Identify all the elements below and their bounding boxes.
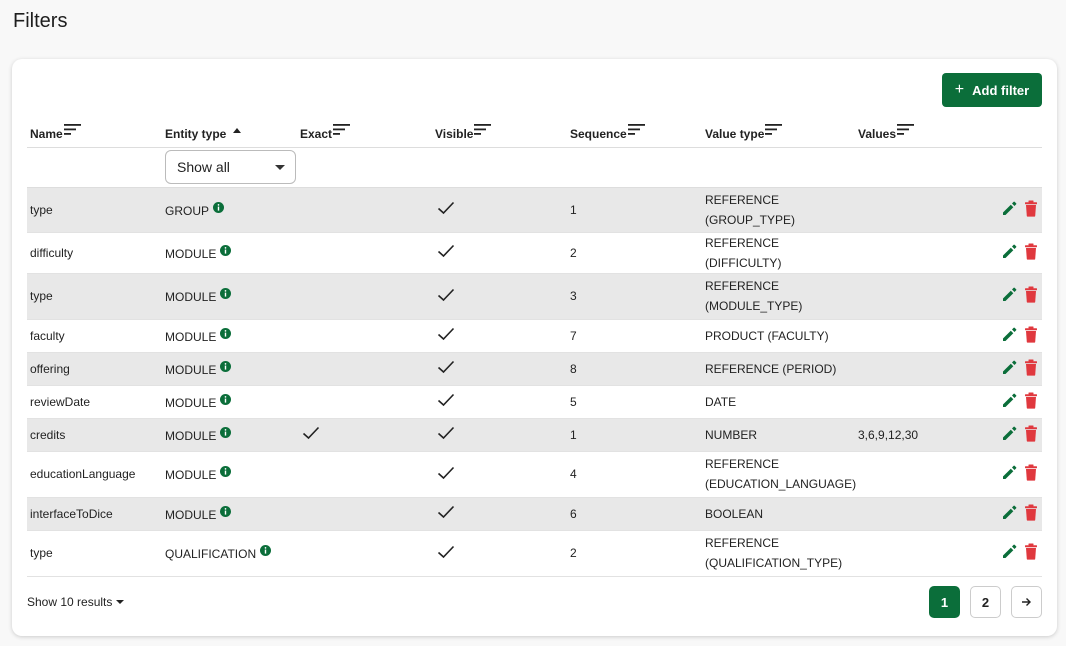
- filter-entity: MODULE: [162, 352, 297, 385]
- filter-value-type: BOOLEAN: [702, 497, 855, 530]
- filter-entity: MODULE: [162, 418, 297, 451]
- column-header-label: Values: [858, 126, 897, 141]
- filters-card: [12, 59, 1057, 636]
- filter-values: 3,6,9,12,30: [855, 418, 965, 451]
- filter-exact: [297, 319, 432, 352]
- filter-sequence: 5: [567, 385, 702, 418]
- check-icon: [435, 548, 455, 562]
- filter-visible: [432, 497, 567, 530]
- info-icon[interactable]: [213, 202, 224, 216]
- filter-values: [855, 352, 965, 385]
- info-icon[interactable]: [220, 245, 231, 259]
- filter-exact: [297, 530, 432, 576]
- delete-trash-icon[interactable]: [1024, 359, 1038, 379]
- pagination: [929, 586, 1042, 618]
- column-header[interactable]: [855, 114, 965, 147]
- column-header[interactable]: [567, 114, 702, 147]
- filter-exact: [297, 385, 432, 418]
- filter-visible: [432, 418, 567, 451]
- edit-pencil-icon[interactable]: [1001, 326, 1018, 346]
- edit-pencil-icon[interactable]: [1001, 286, 1018, 306]
- filter-values: [855, 232, 965, 273]
- caret-down-icon: [116, 600, 124, 604]
- row-actions: [965, 187, 1042, 232]
- info-icon[interactable]: [220, 506, 231, 520]
- plus-icon: +: [954, 81, 965, 98]
- delete-trash-icon[interactable]: [1024, 543, 1038, 563]
- row-actions: [965, 418, 1042, 451]
- filters-table: [27, 114, 1042, 577]
- filter-name: type: [27, 187, 162, 232]
- table-row: [27, 385, 1042, 418]
- sort-icon: [897, 124, 914, 138]
- delete-trash-icon[interactable]: [1024, 425, 1038, 445]
- filter-name: reviewDate: [27, 385, 162, 418]
- edit-pencil-icon[interactable]: [1001, 464, 1018, 484]
- row-actions: [965, 451, 1042, 497]
- check-icon: [435, 291, 455, 305]
- filter-entity: MODULE: [162, 319, 297, 352]
- filter-name: type: [27, 273, 162, 319]
- table-row: [27, 451, 1042, 497]
- filter-exact: [297, 187, 432, 232]
- filter-value-type: REFERENCE (PERIOD): [702, 352, 855, 385]
- entity-type-select-value: Show all: [177, 159, 230, 175]
- add-filter-button[interactable]: [942, 73, 1042, 107]
- filter-visible: [432, 319, 567, 352]
- row-actions: [965, 273, 1042, 319]
- filter-values: [855, 497, 965, 530]
- table-row: [27, 232, 1042, 273]
- filter-name: interfaceToDice: [27, 497, 162, 530]
- filter-values: [855, 273, 965, 319]
- filter-exact: [297, 497, 432, 530]
- filter-name: offering: [27, 352, 162, 385]
- page-button-2[interactable]: 2: [970, 586, 1001, 618]
- delete-trash-icon[interactable]: [1024, 504, 1038, 524]
- page-title: Filters: [13, 10, 68, 32]
- edit-pencil-icon[interactable]: [1001, 392, 1018, 412]
- column-header[interactable]: [27, 114, 162, 147]
- column-header-label: Visible: [435, 126, 474, 141]
- table-row: [27, 352, 1042, 385]
- filter-entity: MODULE: [162, 385, 297, 418]
- filter-visible: [432, 232, 567, 273]
- check-icon: [435, 429, 455, 443]
- filter-visible: [432, 352, 567, 385]
- row-actions: [965, 319, 1042, 352]
- column-header[interactable]: [162, 114, 297, 147]
- show-results-label: Show 10 results: [27, 595, 113, 609]
- filter-value-type: REFERENCE (EDUCATION_LANGUAGE): [702, 451, 855, 497]
- table-header: [27, 114, 1042, 147]
- table-row: [27, 319, 1042, 352]
- column-header-label: Name: [30, 126, 63, 141]
- edit-pencil-icon[interactable]: [1001, 243, 1018, 263]
- info-icon[interactable]: [220, 361, 231, 375]
- next-page-button[interactable]: [1011, 586, 1042, 618]
- filter-sequence: 4: [567, 451, 702, 497]
- row-actions: [965, 497, 1042, 530]
- check-icon: [435, 469, 455, 483]
- filter-value-type: REFERENCE (MODULE_TYPE): [702, 273, 855, 319]
- filter-entity: GROUP: [162, 187, 297, 232]
- filter-sequence: 6: [567, 497, 702, 530]
- filter-exact: [297, 418, 432, 451]
- info-icon[interactable]: [220, 427, 231, 441]
- info-icon[interactable]: [220, 288, 231, 302]
- check-icon: [435, 396, 455, 410]
- sort-icon: [333, 124, 350, 138]
- column-header-label: Value type: [705, 126, 765, 141]
- chevron-down-icon: [275, 165, 285, 170]
- actions-header: [965, 114, 1042, 147]
- filter-exact: [297, 352, 432, 385]
- filter-value-type: REFERENCE (GROUP_TYPE): [702, 187, 855, 232]
- sort-icon: [474, 124, 491, 138]
- filter-name: type: [27, 530, 162, 576]
- edit-pencil-icon[interactable]: [1001, 359, 1018, 379]
- filter-value-type: DATE: [702, 385, 855, 418]
- sort-icon: [64, 124, 81, 138]
- filter-entity: MODULE: [162, 451, 297, 497]
- sort-ascending-icon: [232, 124, 242, 138]
- column-header[interactable]: [702, 114, 855, 147]
- filter-visible: [432, 273, 567, 319]
- column-header-label: Exact: [300, 126, 333, 141]
- info-icon[interactable]: [220, 394, 231, 408]
- info-icon[interactable]: [220, 328, 231, 342]
- show-results-select[interactable]: [27, 595, 124, 609]
- filter-values: [855, 530, 965, 576]
- table-row: [27, 497, 1042, 530]
- column-header[interactable]: [297, 114, 432, 147]
- table-row: [27, 418, 1042, 451]
- column-header-label: Sequence: [570, 126, 627, 141]
- filter-value-type: PRODUCT (FACULTY): [702, 319, 855, 352]
- info-icon[interactable]: [220, 466, 231, 480]
- filter-name: faculty: [27, 319, 162, 352]
- delete-trash-icon[interactable]: [1024, 464, 1038, 484]
- filter-entity: MODULE: [162, 273, 297, 319]
- row-actions: [965, 232, 1042, 273]
- check-icon: [435, 363, 455, 377]
- row-actions: [965, 385, 1042, 418]
- filter-visible: [432, 451, 567, 497]
- delete-trash-icon[interactable]: [1024, 200, 1038, 220]
- check-icon: [435, 204, 455, 218]
- filter-sequence: 2: [567, 530, 702, 576]
- check-icon: [435, 508, 455, 522]
- check-icon: [435, 247, 455, 261]
- delete-trash-icon[interactable]: [1024, 326, 1038, 346]
- filter-sequence: 3: [567, 273, 702, 319]
- page-button-1[interactable]: 1: [929, 586, 960, 618]
- column-header-label: Entity type: [165, 126, 227, 141]
- filter-entity: MODULE: [162, 497, 297, 530]
- edit-pencil-icon[interactable]: [1001, 200, 1018, 220]
- add-filter-label: Add filter: [972, 82, 1030, 98]
- row-actions: [965, 352, 1042, 385]
- edit-pencil-icon[interactable]: [1001, 504, 1018, 524]
- table-row: [27, 273, 1042, 319]
- filter-values: [855, 385, 965, 418]
- edit-pencil-icon[interactable]: [1001, 543, 1018, 563]
- filter-sequence: 1: [567, 418, 702, 451]
- table-row: [27, 530, 1042, 576]
- filter-exact: [297, 232, 432, 273]
- filter-exact: [297, 451, 432, 497]
- filter-name: credits: [27, 418, 162, 451]
- check-icon: [300, 429, 320, 443]
- edit-pencil-icon[interactable]: [1001, 425, 1018, 445]
- row-actions: [965, 530, 1042, 576]
- table-row: [27, 187, 1042, 232]
- filter-values: [855, 319, 965, 352]
- filter-value-type: REFERENCE (DIFFICULTY): [702, 232, 855, 273]
- column-header[interactable]: [432, 114, 567, 147]
- filter-sequence: 7: [567, 319, 702, 352]
- filter-entity: QUALIFICATION: [162, 530, 297, 576]
- filter-visible: [432, 385, 567, 418]
- filter-values: [855, 451, 965, 497]
- sort-icon: [628, 124, 645, 138]
- filter-visible: [432, 530, 567, 576]
- filter-row: [27, 147, 1042, 187]
- filter-sequence: 8: [567, 352, 702, 385]
- sort-icon: [765, 124, 782, 138]
- filter-sequence: 1: [567, 187, 702, 232]
- delete-trash-icon[interactable]: [1024, 286, 1038, 306]
- filter-exact: [297, 273, 432, 319]
- filter-values: [855, 187, 965, 232]
- delete-trash-icon[interactable]: [1024, 392, 1038, 412]
- arrow-right-icon: [1021, 597, 1032, 607]
- filter-entity: MODULE: [162, 232, 297, 273]
- filter-visible: [432, 187, 567, 232]
- filter-value-type: NUMBER: [702, 418, 855, 451]
- filter-name: educationLanguage: [27, 451, 162, 497]
- info-icon[interactable]: [260, 545, 271, 559]
- filter-name: difficulty: [27, 232, 162, 273]
- filter-value-type: REFERENCE (QUALIFICATION_TYPE): [702, 530, 855, 576]
- filter-sequence: 2: [567, 232, 702, 273]
- check-icon: [435, 330, 455, 344]
- entity-type-select[interactable]: [165, 150, 296, 184]
- delete-trash-icon[interactable]: [1024, 243, 1038, 263]
